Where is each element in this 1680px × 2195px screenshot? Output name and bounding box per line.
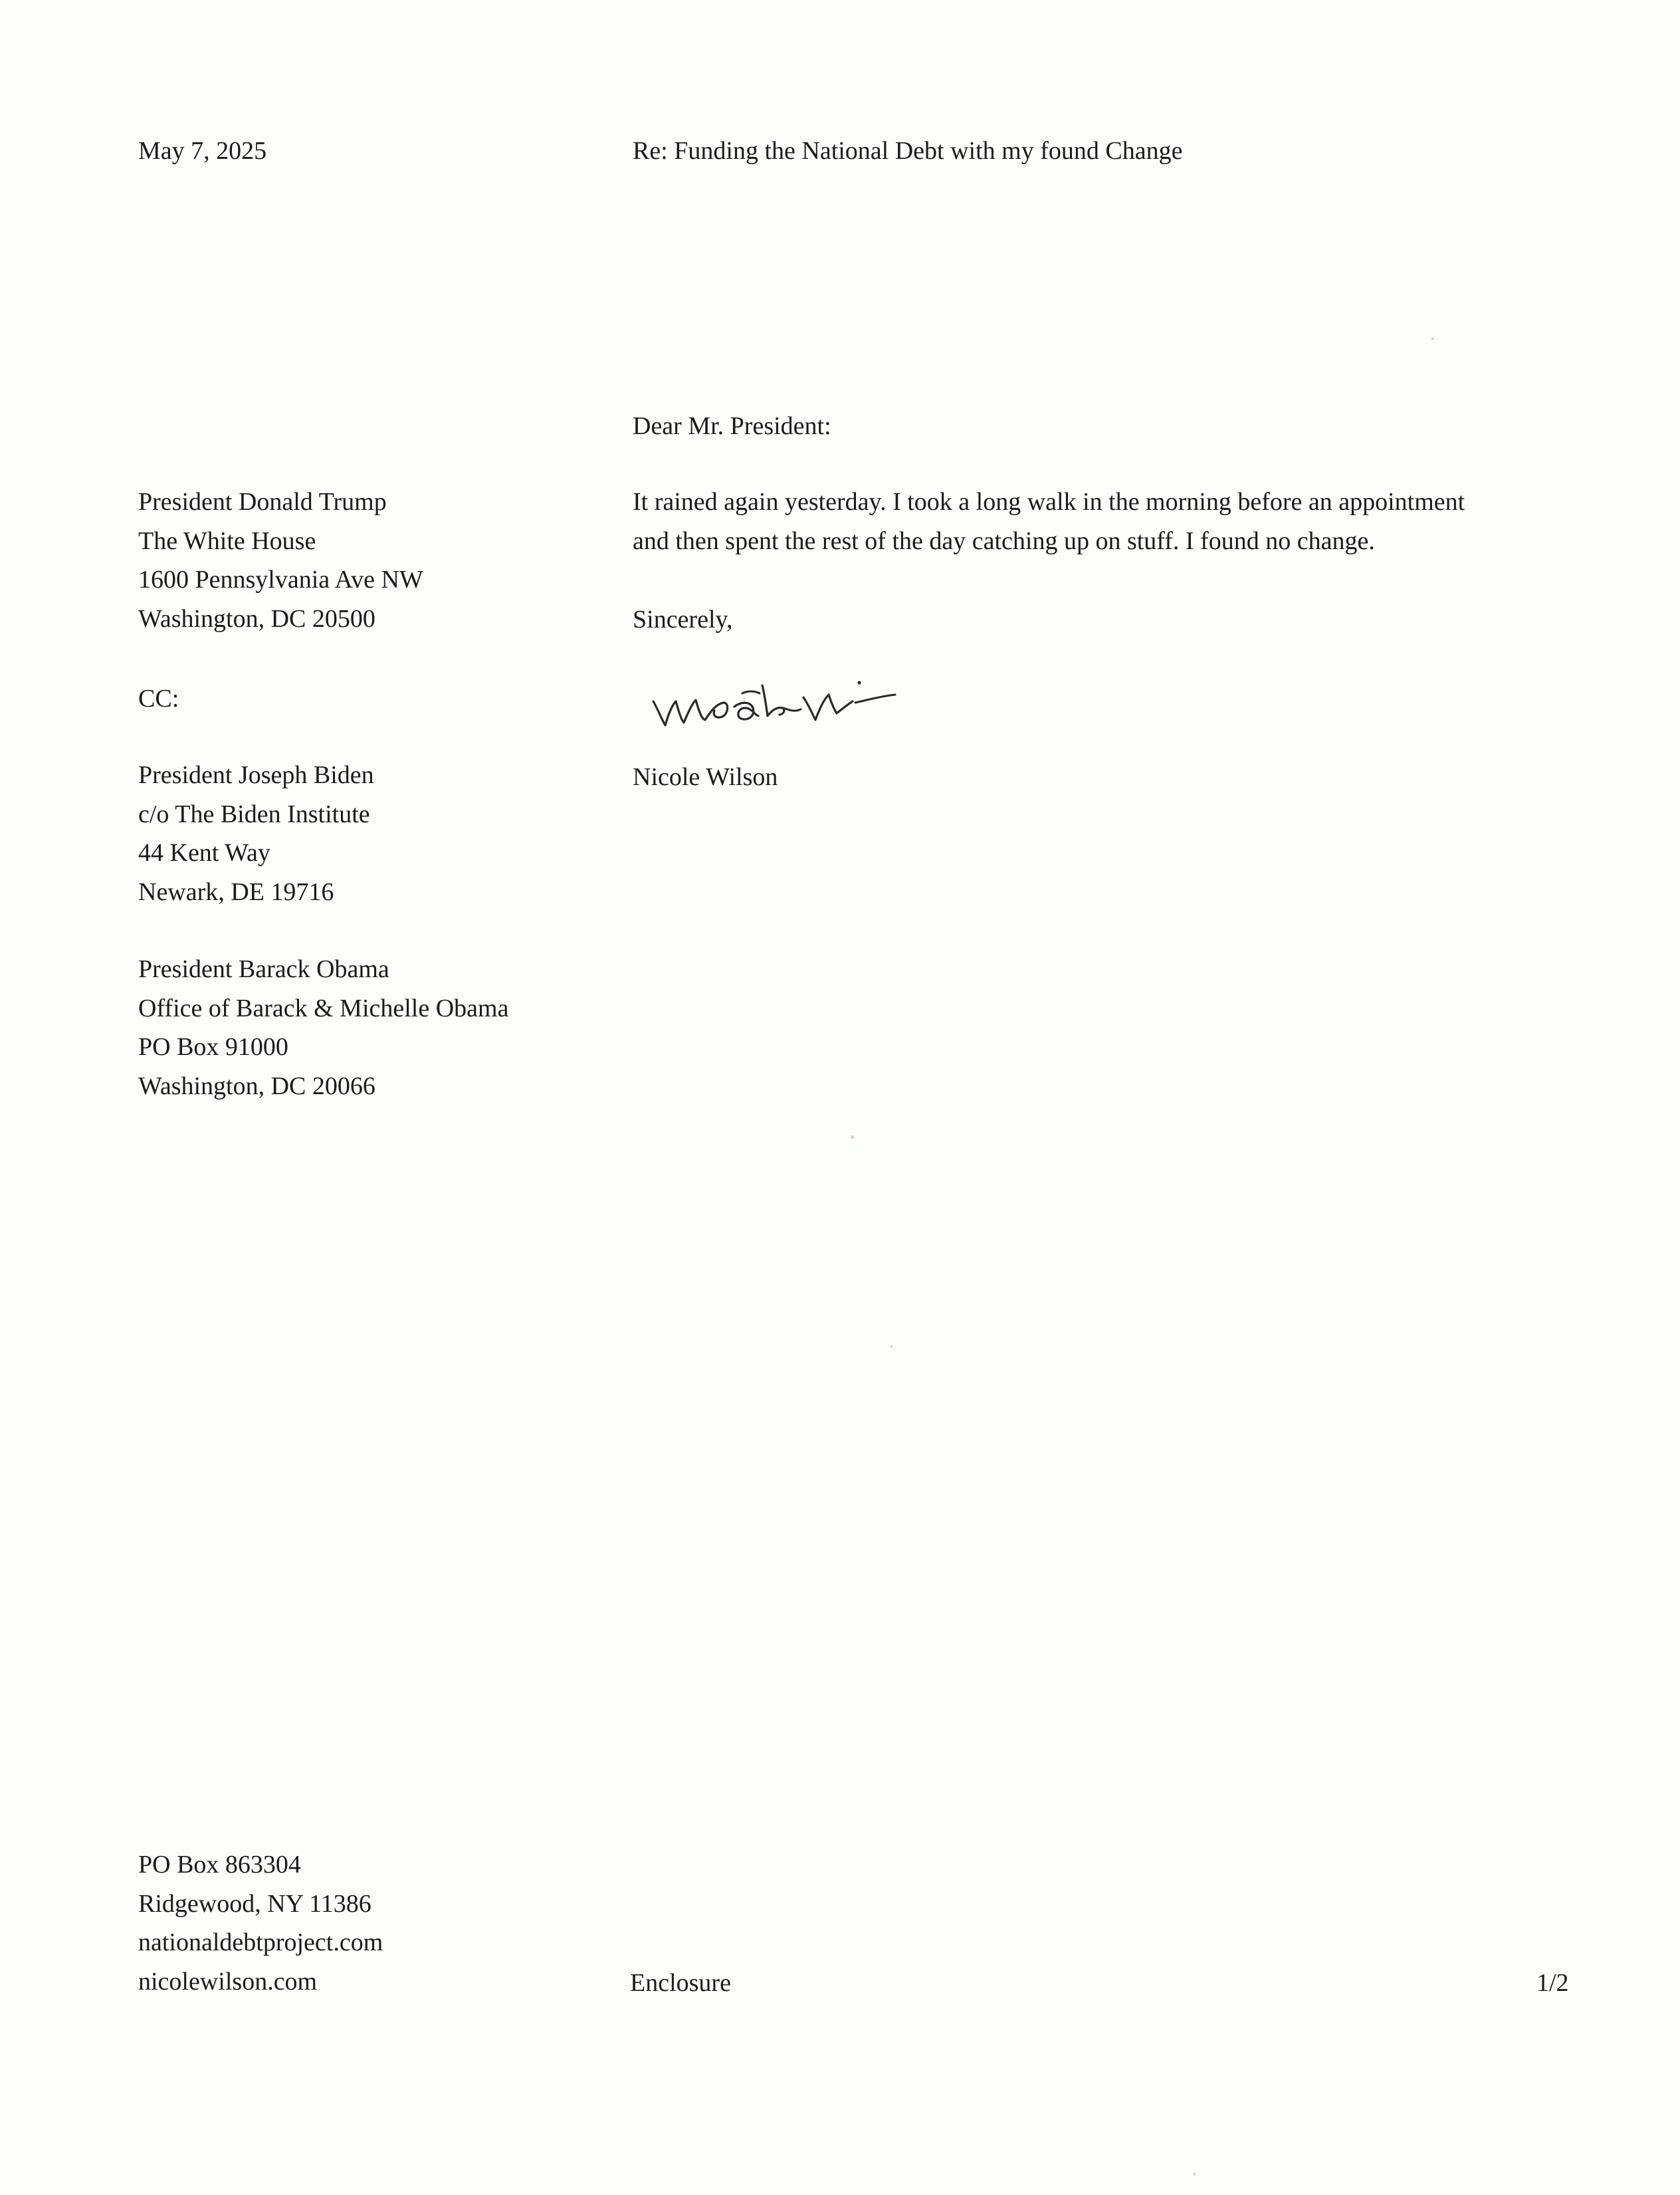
address-line: Washington, DC 20066	[138, 1072, 375, 1100]
address-line: President Donald Trump	[138, 488, 387, 516]
letter-date: May 7, 2025	[138, 137, 267, 165]
cc-recipient-address	[138, 950, 508, 1105]
enclosure-note: Enclosure	[630, 1969, 731, 1997]
letter-body	[633, 483, 1465, 560]
address-line: The White House	[138, 526, 316, 555]
sender-website: nationaldebtproject.com	[138, 1928, 383, 1956]
address-line: Newark, DE 19716	[138, 877, 334, 906]
scan-speck	[1194, 2172, 1196, 2176]
address-line: Ridgewood, NY 11386	[138, 1889, 371, 1918]
signature-image	[641, 667, 987, 747]
address-line: Washington, DC 20500	[138, 604, 375, 633]
cc-recipient-address	[138, 756, 374, 911]
salutation: Dear Mr. President:	[633, 412, 831, 440]
address-line: c/o The Biden Institute	[138, 800, 370, 828]
address-line: PO Box 863304	[138, 1851, 301, 1879]
address-line: Office of Barack & Michelle Obama	[138, 994, 509, 1022]
body-line: and then spent the rest of the day catching up on stuff. I found no change.	[633, 526, 1375, 555]
address-line: PO Box 91000	[138, 1033, 288, 1061]
sender-website: nicolewilson.com	[138, 1967, 318, 1996]
letter-subject: Re: Funding the National Debt with my found Change	[633, 137, 1183, 165]
address-line: 44 Kent Way	[138, 839, 270, 867]
sender-address	[138, 1845, 383, 2001]
recipient-address	[138, 483, 423, 638]
cc-label: CC:	[138, 685, 179, 713]
address-line: 1600 Pennsylvania Ave NW	[138, 566, 423, 594]
body-line: It rained again yesterday. I took a long walk in the morning before an appointment	[633, 488, 1465, 516]
scan-speck	[1431, 338, 1434, 340]
signer-name: Nicole Wilson	[633, 763, 778, 791]
closing: Sincerely,	[633, 606, 733, 634]
address-line: President Joseph Biden	[138, 761, 374, 789]
scan-speck	[851, 1135, 854, 1139]
address-line: President Barack Obama	[138, 955, 389, 983]
scan-speck	[891, 1345, 892, 1347]
page-number: 1/2	[1536, 1969, 1569, 1997]
